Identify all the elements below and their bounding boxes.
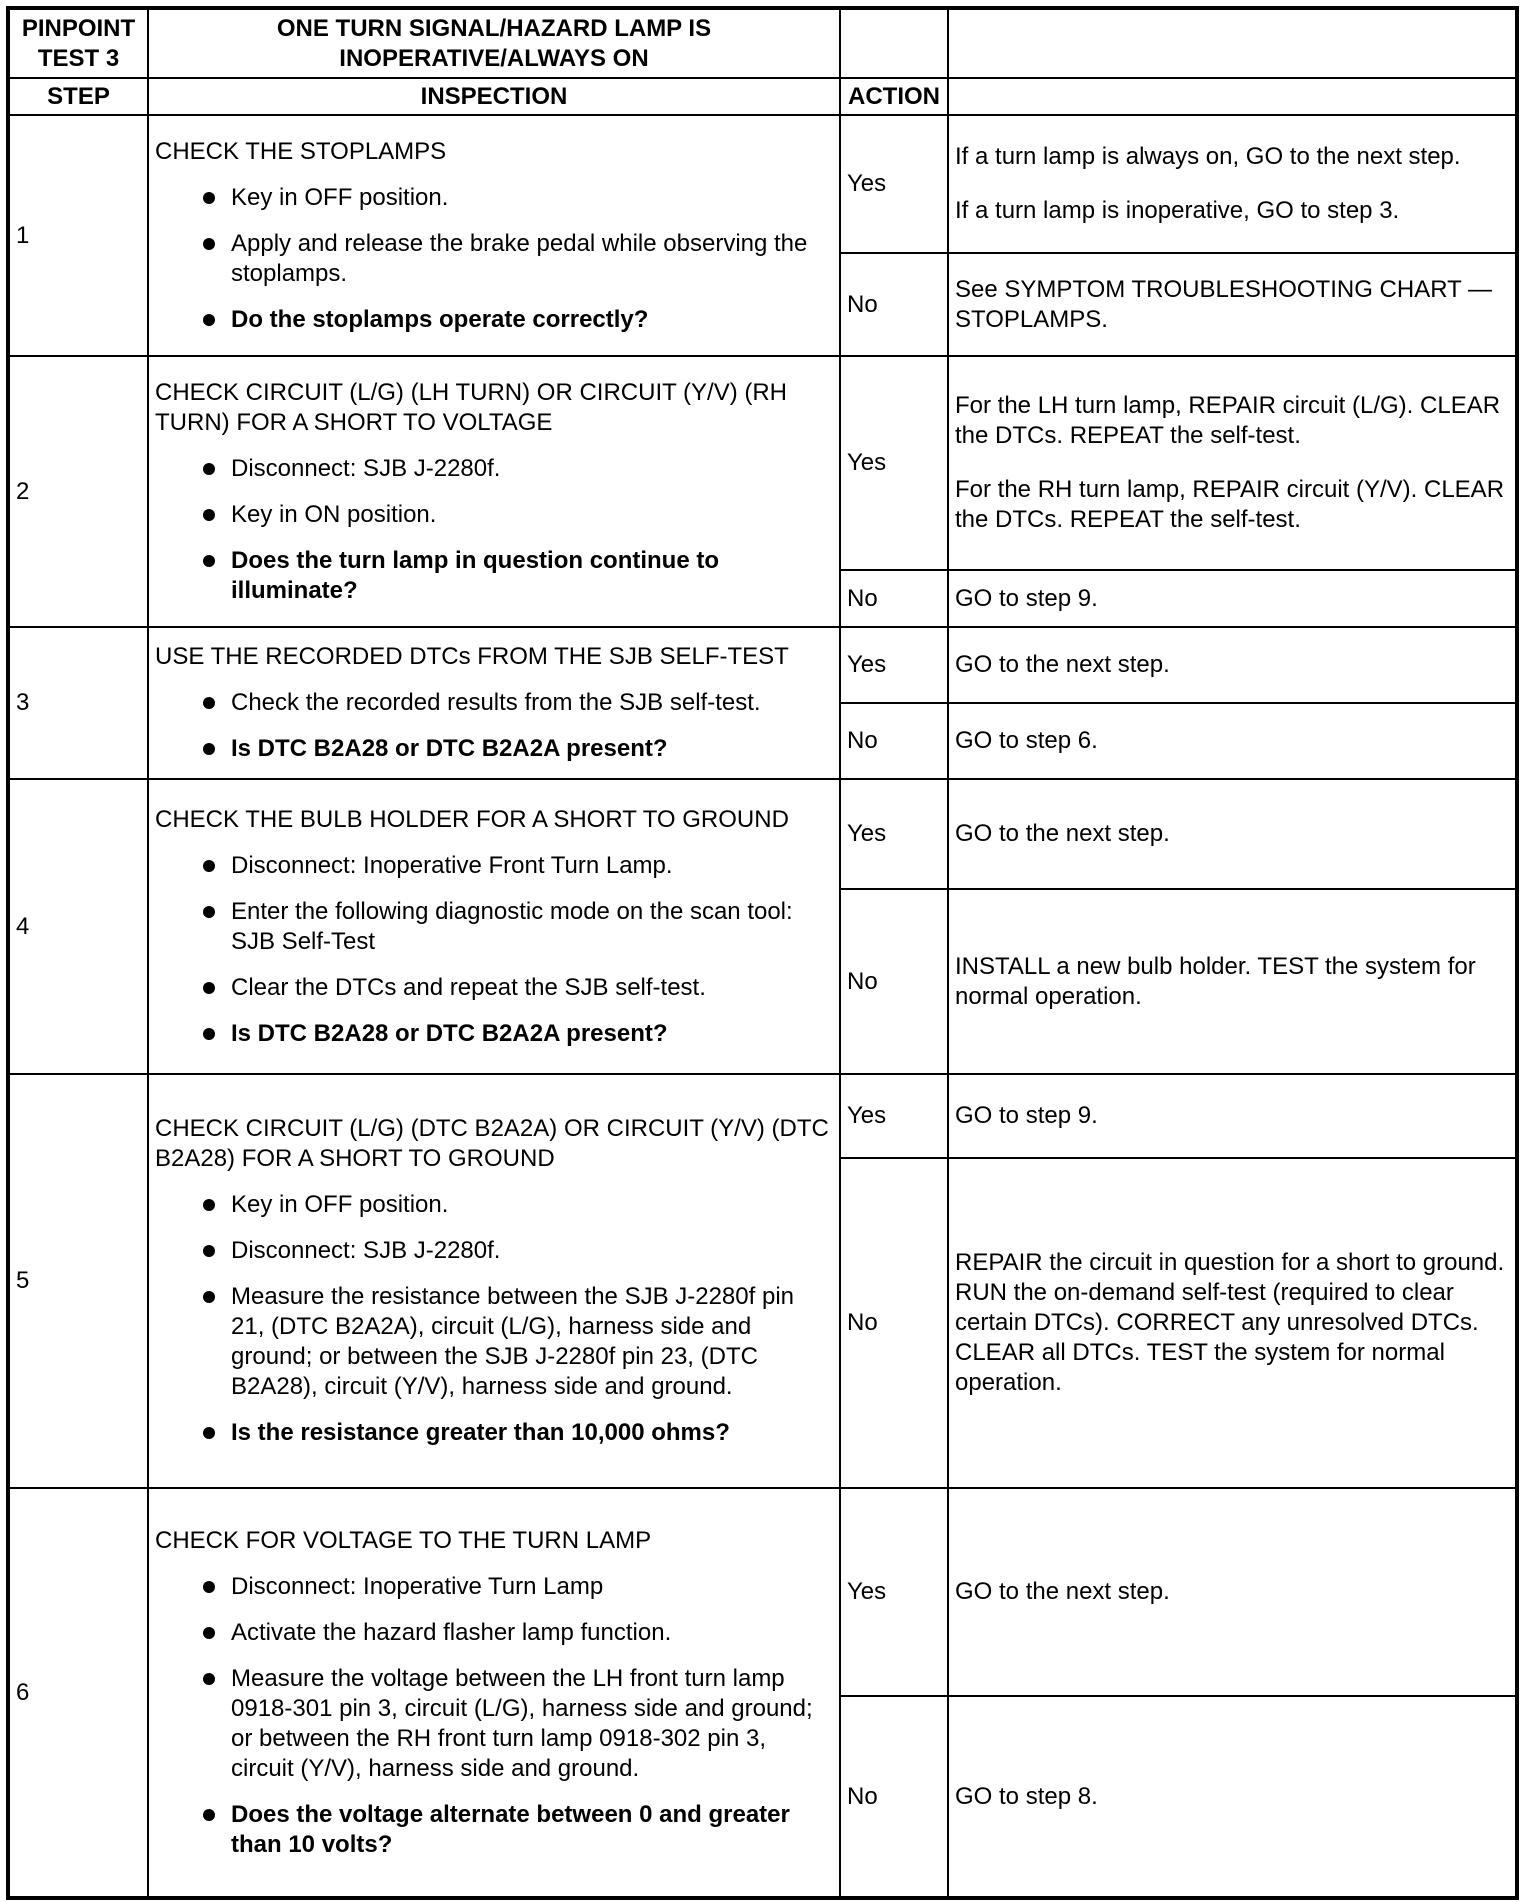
step-row xyxy=(8,779,1517,889)
answer-no: No xyxy=(840,570,948,627)
answer-yes: Yes xyxy=(840,356,948,570)
inspection-cell xyxy=(148,627,840,779)
inspection-cell xyxy=(148,356,840,627)
action-no xyxy=(948,703,1517,779)
inspection-question: Does the voltage alternate between 0 and greater than 10 volts? xyxy=(155,1800,833,1860)
title-row xyxy=(8,8,1517,78)
pinpoint-test-label: PINPOINT TEST 3 xyxy=(8,8,148,78)
column-header-row xyxy=(8,78,1517,115)
inspection-bullets xyxy=(155,1190,833,1448)
step-number: 3 xyxy=(8,627,148,779)
pinpoint-test-sheet xyxy=(6,6,1515,1898)
inspection-title: CHECK THE BULB HOLDER FOR A SHORT TO GROUND xyxy=(155,805,789,833)
inspection-title: CHECK CIRCUIT (L/G) (DTC B2A2A) OR CIRCUIT (Y/V) (DTC B2A28) FOR A SHORT TO GROUND xyxy=(155,1115,829,1172)
inspection-bullet: Measure the resistance between the SJB J-2280f pin 21, (DTC B2A2A), circuit (L/G), harness side and ground; or between the SJB J-2280f pin 23, (DTC B2A28), circuit (Y/V), harness side and ground. xyxy=(155,1282,833,1402)
inspection-bullet: Enter the following diagnostic mode on the scan tool: SJB Self-Test xyxy=(155,897,833,957)
inspection-question: Is DTC B2A28 or DTC B2A2A present? xyxy=(155,734,833,764)
inspection-bullet: Disconnect: Inoperative Front Turn Lamp. xyxy=(155,851,833,881)
inspection-title: CHECK CIRCUIT (L/G) (LH TURN) OR CIRCUIT (Y/V) (RH TURN) FOR A SHORT TO VOLTAGE xyxy=(155,378,788,436)
action-text: INSTALL a new bulb holder. TEST the system for normal operation. xyxy=(955,952,1476,1010)
action-text: GO to the next step. xyxy=(955,820,1170,847)
inspection-cell xyxy=(148,1074,840,1488)
answer-no: No xyxy=(840,703,948,779)
inspection-title: USE THE RECORDED DTCs FROM THE SJB SELF-TEST xyxy=(155,643,789,670)
title-blank-action xyxy=(840,8,948,78)
action-text: GO to the next step. xyxy=(955,1578,1170,1605)
action-yes xyxy=(948,356,1517,570)
step-row xyxy=(8,627,1517,703)
step-row xyxy=(8,115,1517,253)
step-row xyxy=(8,356,1517,570)
action-text: See SYMPTOM TROUBLESHOOTING CHART — STOPLAMPS. xyxy=(955,275,1492,333)
step-number: 2 xyxy=(8,356,148,627)
answer-yes: Yes xyxy=(840,1488,948,1696)
answer-no: No xyxy=(840,889,948,1074)
action-text: GO to step 9. xyxy=(955,584,1098,612)
action-yes xyxy=(948,779,1517,889)
inspection-bullets xyxy=(155,1572,833,1860)
inspection-title: CHECK THE STOPLAMPS xyxy=(155,137,447,165)
action-text: For the RH turn lamp, REPAIR circuit (Y/V). CLEAR the DTCs. REPEAT the self-test. xyxy=(955,476,1505,533)
inspection-cell xyxy=(148,1488,840,1898)
inspection-bullet: Check the recorded results from the SJB self-test. xyxy=(155,688,833,718)
inspection-bullet: Key in ON position. xyxy=(155,500,833,530)
col-header-action: ACTION xyxy=(840,78,948,115)
inspection-bullet: Measure the voltage between the LH front turn lamp 0918-301 pin 3, circuit (L/G), harness side and ground; or between the RH front turn lamp 0918-302 pin 3, circuit (Y/V), harness side and ground. xyxy=(155,1664,833,1784)
inspection-question: Does the turn lamp in question continue to illuminate? xyxy=(155,546,833,606)
action-yes xyxy=(948,627,1517,703)
answer-no: No xyxy=(840,1158,948,1488)
inspection-bullet: Key in OFF position. xyxy=(155,183,833,213)
action-text: GO to step 6. xyxy=(955,727,1098,754)
action-text: GO to step 8. xyxy=(955,1782,1098,1810)
inspection-bullets xyxy=(155,688,833,764)
action-no xyxy=(948,1696,1517,1898)
title-blank-result xyxy=(948,8,1517,78)
inspection-question: Is DTC B2A28 or DTC B2A2A present? xyxy=(155,1019,833,1049)
action-text: If a turn lamp is inoperative, GO to step 3. xyxy=(955,197,1400,224)
col-header-inspection: INSPECTION xyxy=(148,78,840,115)
inspection-question: Is the resistance greater than 10,000 ohms? xyxy=(155,1418,833,1448)
inspection-bullet: Disconnect: Inoperative Turn Lamp xyxy=(155,1572,833,1602)
step-number: 4 xyxy=(8,779,148,1074)
col-header-blank xyxy=(948,78,1517,115)
inspection-bullet: Clear the DTCs and repeat the SJB self-test. xyxy=(155,973,833,1003)
action-text: For the LH turn lamp, REPAIR circuit (L/G). CLEAR the DTCs. REPEAT the self-test. xyxy=(955,392,1501,449)
action-no xyxy=(948,889,1517,1074)
step-row xyxy=(8,1074,1517,1158)
action-no xyxy=(948,253,1517,356)
answer-yes: Yes xyxy=(840,115,948,253)
action-text: REPAIR the circuit in question for a short to ground. RUN the on-demand self-test (required to clear certain DTCs). CORRECT any unresolved DTCs. CLEAR all DTCs. TEST the system for normal operation. xyxy=(955,1249,1505,1396)
answer-no: No xyxy=(840,1696,948,1898)
answer-yes: Yes xyxy=(840,627,948,703)
inspection-bullets xyxy=(155,454,833,606)
inspection-bullets xyxy=(155,183,833,335)
action-text: If a turn lamp is always on, GO to the next step. xyxy=(955,143,1461,170)
test-title: ONE TURN SIGNAL/HAZARD LAMP IS INOPERATIVE/ALWAYS ON xyxy=(148,8,840,78)
action-yes xyxy=(948,115,1517,253)
inspection-bullet: Activate the hazard flasher lamp function. xyxy=(155,1618,833,1648)
answer-yes: Yes xyxy=(840,1074,948,1158)
inspection-bullet: Key in OFF position. xyxy=(155,1190,833,1220)
pinpoint-test-table xyxy=(6,6,1519,1900)
step-row xyxy=(8,1488,1517,1696)
action-text: GO to the next step. xyxy=(955,651,1170,678)
inspection-bullet: Apply and release the brake pedal while observing the stoplamps. xyxy=(155,229,833,289)
inspection-bullets xyxy=(155,851,833,1049)
inspection-cell xyxy=(148,779,840,1074)
step-number: 1 xyxy=(8,115,148,356)
action-no xyxy=(948,570,1517,627)
col-header-step: STEP xyxy=(8,78,148,115)
inspection-bullet: Disconnect: SJB J-2280f. xyxy=(155,454,833,484)
action-no xyxy=(948,1158,1517,1488)
step-number: 5 xyxy=(8,1074,148,1488)
inspection-title: CHECK FOR VOLTAGE TO THE TURN LAMP xyxy=(155,1526,652,1554)
step-number: 6 xyxy=(8,1488,148,1898)
inspection-cell xyxy=(148,115,840,356)
answer-no: No xyxy=(840,253,948,356)
answer-yes: Yes xyxy=(840,779,948,889)
inspection-question: Do the stoplamps operate correctly? xyxy=(155,305,833,335)
action-yes xyxy=(948,1488,1517,1696)
action-yes xyxy=(948,1074,1517,1158)
inspection-bullet: Disconnect: SJB J-2280f. xyxy=(155,1236,833,1266)
action-text: GO to step 9. xyxy=(955,1102,1098,1129)
